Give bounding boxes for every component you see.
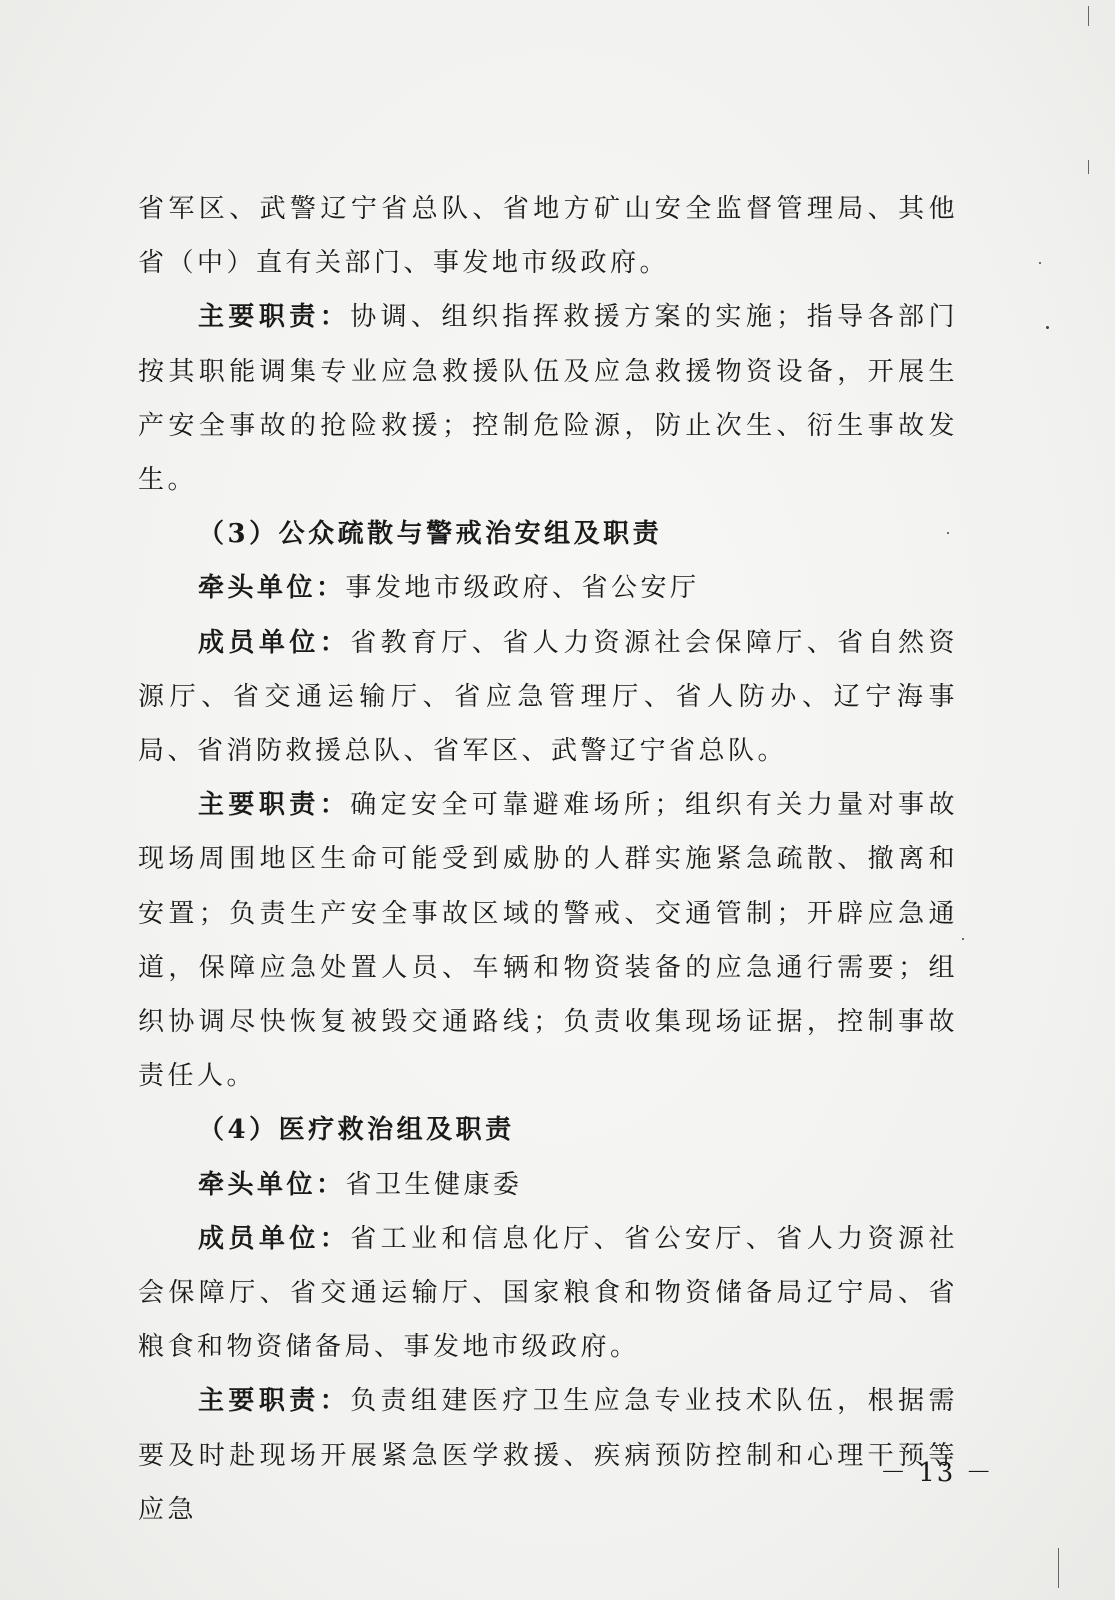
paragraph-lead-unit-medical bbox=[138, 1158, 958, 1212]
paragraph-lead-label: 成员单位： bbox=[198, 1223, 351, 1254]
paragraph-text: 协调、组织指挥救援方案的实施；指导各部门按其职能调集专业应急救援队伍及应急救援物资设备，开展生产安全事故的抢险救援；控制危险源，防止次生、衍生事故发生。 bbox=[138, 302, 958, 496]
section-heading-evacuation: （3）公众疏散与警戒治安组及职责 bbox=[198, 519, 663, 550]
scan-artifact-tick bbox=[1058, 1548, 1059, 1588]
paragraph-text: 省军区、武警辽宁省总队、省地方矿山安全监督管理局、其他省（中）直有关部门、事发地市级政府。 bbox=[138, 194, 958, 279]
paragraph-member-units-continued bbox=[138, 182, 958, 290]
section-heading-medical: （4）医疗救治组及职责 bbox=[198, 1115, 515, 1146]
paragraph-text: 负责组建医疗卫生应急专业技术队伍，根据需要及时赴现场开展紧急医学救援、疾病预防控制和心理干预等应急 bbox=[138, 1386, 958, 1525]
paragraph-lead-label: 主要职责： bbox=[198, 1386, 351, 1417]
paragraph-member-units-medical bbox=[138, 1212, 958, 1375]
paragraph-main-duties-medical bbox=[138, 1374, 958, 1537]
scan-artifact-speck bbox=[962, 938, 964, 940]
paragraph-main-duties-rescue bbox=[138, 290, 958, 507]
page-number: － 13 － bbox=[880, 1458, 994, 1488]
paragraph-lead-label: 主要职责： bbox=[198, 302, 351, 333]
scan-artifact-speck bbox=[1046, 326, 1049, 329]
paragraph-text: 省教育厅、省人力资源社会保障厅、省自然资源厅、省交通运输厅、省应急管理厅、省人防办、辽宁海事局、省消防救援总队、省军区、武警辽宁省总队。 bbox=[138, 627, 958, 767]
paragraph-member-units-evacuation bbox=[138, 616, 958, 779]
paragraph-lead-unit-evacuation bbox=[138, 561, 958, 615]
paragraph-lead-label: 牵头单位： bbox=[198, 573, 346, 604]
scan-artifact-tick bbox=[1088, 6, 1089, 26]
document-body bbox=[138, 182, 958, 1537]
scan-artifact-speck bbox=[947, 532, 949, 534]
paragraph-text: 省卫生健康委 bbox=[345, 1169, 523, 1200]
paragraph-text: 省工业和信息化厅、省公安厅、省人力资源社会保障厅、省交通运输厅、国家粮食和物资储备局辽宁局、省粮食和物资储备局、事发地市级政府。 bbox=[138, 1223, 958, 1363]
scan-artifact-tick bbox=[1088, 160, 1089, 174]
paragraph-text: 事发地市级政府、省公安厅 bbox=[345, 573, 700, 604]
paragraph-lead-label: 主要职责： bbox=[198, 790, 351, 821]
paragraph-main-duties-evacuation bbox=[138, 778, 958, 1103]
paragraph-lead-label: 牵头单位： bbox=[198, 1169, 346, 1200]
paragraph-lead-label: 成员单位： bbox=[198, 627, 351, 658]
paragraph-text: 确定安全可靠避难场所；组织有关力量对事故现场周围地区生命可能受到威胁的人群实施紧急疏散、撤离和安置；负责生产安全事故区域的警戒、交通管制；开辟应急通道，保障应急处置人员、车辆和物资装备的应急通行需要；组织协调尽快恢复被毁交通路线；负责收集现场证据，控制事故责任人。 bbox=[138, 790, 958, 1092]
scan-artifact-speck bbox=[1039, 262, 1041, 264]
